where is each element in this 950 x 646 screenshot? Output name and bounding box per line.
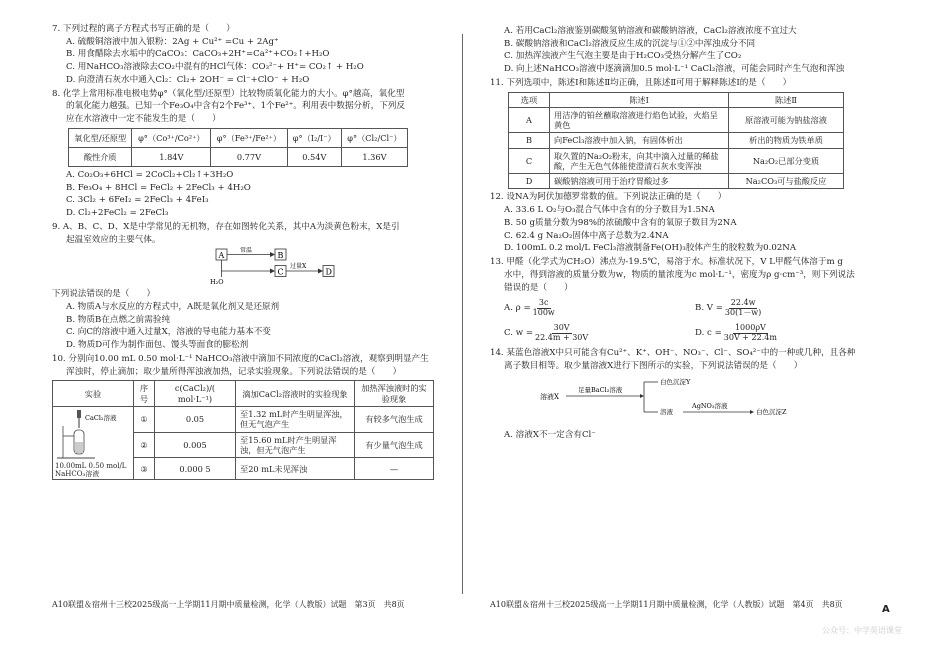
- q10-row1-drop: 至1.32 mL时产生明显浑浊，但无气泡产生: [236, 406, 355, 432]
- q8-option-a: A. Co₂O₃+6HCl = 2CoCl₂+Cl₂↑+3H₂O: [66, 169, 234, 180]
- q10-th-1: 序号: [134, 381, 155, 407]
- apparatus-label-volume: 10.00mL 0.50 mol/L: [55, 462, 127, 471]
- q13-d-label: D. c =: [695, 327, 722, 338]
- q11-row-a-s1: 用洁净的铂丝蘸取溶液进行焰色试验，火焰呈黄色: [550, 107, 729, 133]
- q7-option-c: C. 用NaHCO₃溶液除去CO₂中混有的HCl气体：CO₃²⁻+ H⁺= CO₂↑ + H₂O: [66, 62, 364, 73]
- flow-ppt-z: 白色沉淀Z: [756, 407, 787, 416]
- q9-stem-3: 下列说法错误的是（ ）: [52, 289, 156, 300]
- q10-row1-no: ①: [134, 406, 155, 432]
- q11-row-b-s2: 析出的物质为铁单质: [729, 133, 844, 148]
- flow-solution: 溶液: [660, 407, 673, 416]
- q13-options-row-1: [490, 299, 872, 318]
- q9-stem-1: 9. A、B、C、D、X是中学常见的无机物，存在如图转化关系，其中A为淡黄色粉末，X是引: [52, 221, 400, 232]
- q12-option-d: D. 100mL 0.2 mol/L FeCl₃溶液制备Fe(OH)₃胶体产生的胶粒数为0.02NA: [504, 243, 797, 254]
- q10-th-0: 实验: [53, 381, 134, 407]
- q9-diagram-svg: [210, 247, 340, 287]
- q8-td-4: 1.36V: [341, 147, 407, 166]
- q9-option-b: B. 物质B在点燃之前需验纯: [66, 314, 171, 325]
- q13-b-den: 30(1－w): [724, 308, 762, 318]
- q13-b-fraction: [725, 299, 761, 318]
- q13-option-a: [490, 299, 681, 318]
- test-tube-liquid: [75, 442, 83, 453]
- q13-option-d: [681, 324, 872, 343]
- q13-options-row-2: [490, 324, 872, 343]
- q12-option-c: C. 62.4 g Na₂O₂固体中离子总数为2.4NA: [504, 230, 669, 241]
- q11-th-0: 选项: [509, 92, 550, 107]
- q8-th-4: φ°（Cl₂/Cl⁻）: [341, 128, 407, 147]
- q11-row-a-s2: 原溶液可能为钠盐溶液: [729, 107, 844, 133]
- q7-option-a: A. 硫酸铜溶液中加入银粉：2Ag + Cu²⁺ =Cu + 2Ag⁺: [66, 36, 279, 47]
- left-page: [52, 24, 444, 483]
- q13-a-num: 3c: [538, 298, 549, 308]
- label-c: C: [277, 267, 284, 277]
- q10-row2-heat: 有少量气泡生成: [355, 432, 434, 458]
- q8-td-3: 0.54V: [287, 147, 341, 166]
- label-b: B: [277, 251, 284, 261]
- q10-th-3: 滴加CaCl₂溶液时的实验现象: [236, 381, 355, 407]
- arrowhead-a-c: [270, 269, 275, 274]
- q8-th-3: φ°（I₂/I⁻）: [287, 128, 341, 147]
- question-10: [52, 354, 444, 480]
- q11-table: [508, 92, 844, 190]
- q8-option-d: D. Cl₂+2FeCl₂ = 2FeCl₃: [66, 208, 169, 219]
- q8-stem-2: 的氧化能力越强。已知一个Fe₃O₄中含有2个Fe³⁺、1个Fe²⁺。利用表中数据分析，下列反: [66, 101, 405, 112]
- cond-label-2: 过量X: [290, 263, 307, 271]
- question-7: [52, 24, 444, 86]
- question-11: [490, 78, 872, 189]
- q11-row-c-opt: C: [509, 148, 550, 174]
- q10-option-c: C. 加热浑浊液产生气泡主要是由于H₂CO₃受热分解产生了CO₂: [504, 51, 742, 62]
- question-9: [52, 222, 444, 351]
- q8-th-0: 氧化型/还原型: [69, 128, 132, 147]
- q12-option-a: A. 33.6 L O₂与O₃混合气体中含有的分子数目为1.5NA: [504, 205, 715, 216]
- q13-option-c: [490, 324, 681, 343]
- q10-row1-heat: 有较多气泡生成: [355, 406, 434, 432]
- q13-b-num: 22.4w: [730, 298, 756, 308]
- q11-th-2: 陈述Ⅱ: [729, 92, 844, 107]
- q7-option-b: B. 用食醋除去水垢中的CaCO₃：CaCO₃+2H⁺=Ca²⁺+CO₂↑+H₂O: [66, 49, 330, 60]
- flow-reagent-2: AgNO₃溶液: [692, 401, 728, 410]
- q11-row-b-opt: B: [509, 133, 550, 148]
- q13-b-label: B. V =: [695, 303, 723, 314]
- label-d: D: [325, 267, 332, 277]
- q10-row2-conc: 0.005: [155, 432, 236, 458]
- q10-row2-drop: 至15.60 mL时产生明显浑浊，但无气泡产生: [236, 432, 355, 458]
- q10-table: [52, 380, 434, 480]
- question-12: [490, 192, 872, 254]
- q10-row3-conc: 0.000 5: [155, 458, 236, 480]
- question-14: [490, 348, 872, 440]
- question-10-options: [490, 26, 872, 75]
- q8-stem-3: 应在水溶液中一定不能发生的是（ ）: [66, 114, 221, 125]
- column-divider: [462, 34, 463, 594]
- q11-row-a-opt: A: [509, 107, 550, 133]
- page-letter: A: [882, 604, 890, 615]
- q10-option-d: D. 向上述NaHCO₃溶液中逐滴滴加0.5 mol·L⁻¹ CaCl₂溶液，可能会同时产生气泡和浑浊: [504, 64, 845, 75]
- apparatus-label-nahco3: NaHCO₃溶液: [55, 470, 100, 479]
- q8-td-2: 0.77V: [211, 147, 287, 166]
- q9-diagram: [210, 247, 444, 287]
- q10-row2-no: ②: [134, 432, 155, 458]
- question-8: [52, 89, 444, 219]
- q14-flowchart: [540, 374, 872, 424]
- q9-option-a: A. 物质A与水反应的方程式中，A既是氧化剂又是还原剂: [66, 302, 280, 313]
- flow-reagent-1: 足量BaCl₂溶液: [578, 385, 623, 394]
- q8-option-b: B. Fe₃O₄ + 8HCl = FeCl₂ + 2FeCl₃ + 4H₂O: [66, 182, 251, 193]
- q9-stem-2: 起温室效应的主要气体。: [66, 234, 161, 245]
- flow-start: 溶液X: [540, 392, 559, 401]
- q13-a-fraction: [533, 299, 555, 318]
- q13-d-fraction: [724, 324, 777, 343]
- label-water: H₂O: [210, 278, 224, 287]
- q7-option-d: D. 向澄清石灰水中通入Cl₂：Cl₂+ 2OH⁻ = Cl⁻+ClO⁻ + H₂O: [66, 74, 310, 85]
- q13-a-den: 100w: [532, 308, 555, 318]
- flow-arrowhead-main: [640, 394, 644, 398]
- q13-stem-1: 13. 甲醛（化学式为CH₂O）沸点为-19.5℃，易溶于水。标准状况下，V L甲醛气体溶于m g: [490, 257, 843, 268]
- q13-d-num: 1000ρV: [734, 322, 766, 332]
- dropper-test-tube-icon: [55, 408, 123, 460]
- q13-stem-2: 水中，得到溶液的质量分数为w，物质的量浓度为c mol·L⁻¹，密度为ρ g·cm⁻³，则下列说法: [504, 269, 855, 280]
- q8-th-1: φ°（Co³⁺/Co²⁺）: [132, 128, 211, 147]
- arrowhead-a-b: [270, 252, 275, 257]
- q11-row-d-s2: Na₂CO₃可与盐酸反应: [729, 174, 844, 189]
- flow-ppt-y: 白色沉淀Y: [660, 377, 691, 386]
- q13-stem-3: 错误的是（ ）: [504, 282, 573, 293]
- q11-row-b-s1: 向FeCl₃溶液中加入钠，有固体析出: [550, 133, 729, 148]
- q11-th-1: 陈述Ⅰ: [550, 92, 729, 107]
- q10-stem-2: 浑浊时，停止滴加；取少量所得浑浊液加热，记录实验现象。下列说法错误的是（ ）: [66, 366, 402, 377]
- q8-th-2: φ°（Fe³⁺/Fe²⁺）: [211, 128, 287, 147]
- q14-flowchart-svg: [540, 374, 800, 424]
- q10-apparatus-cell: [53, 406, 134, 479]
- left-page-footer: A10联盟＆宿州十三校2025级高一上学期11月期中质量检测，化学（人教版）试题 第3页 共8页: [52, 600, 405, 609]
- q10-row1-conc: 0.05: [155, 406, 236, 432]
- q14-stem-2: 离子数目相等。取少量溶液X进行下图所示的实验，下列说法错误的是（ ）: [504, 361, 803, 372]
- q13-option-b: [681, 299, 872, 318]
- dropper-bulb: [77, 410, 81, 418]
- q11-row-c-s2: Na₂O₂已部分变质: [729, 148, 844, 174]
- q13-c-label: C. w =: [504, 327, 534, 338]
- q13-c-fraction: [535, 324, 588, 343]
- watermark: 公众号：中学英语课堂: [822, 626, 902, 635]
- right-page-footer: A10联盟＆宿州十三校2025级高一上学期11月期中质量检测，化学（人教版）试题 第4页 共8页: [490, 600, 843, 609]
- q13-c-den: 22.4m + 30V: [535, 332, 589, 342]
- q10-row3-no: ③: [134, 458, 155, 480]
- q11-stem: 11. 下列选项中，陈述Ⅰ和陈述Ⅱ均正确，且陈述Ⅱ可用于解释陈述Ⅰ的是（ ）: [490, 77, 792, 88]
- arrowhead-c-d: [318, 269, 323, 274]
- apparatus-label-cacl2: CaCl₂溶液: [85, 413, 117, 422]
- q14-option-a: A. 溶液X不一定含有Cl⁻: [504, 429, 596, 440]
- q9-option-d: D. 物质D可作为制作面包、馒头等面食的膨松剂: [66, 340, 249, 351]
- q9-option-c: C. 向C的溶液中通入过量X，溶液的导电能力基本不变: [66, 327, 271, 338]
- cond-label-1: 常温: [240, 247, 253, 255]
- q8-option-c: C. 3Cl₂ + 6FeI₂ = 2FeCl₃ + 4FeI₃: [66, 195, 209, 206]
- q10-th-4: 加热浑浊液时的实验现象: [355, 381, 434, 407]
- q11-row-d-opt: D: [509, 174, 550, 189]
- q12-option-b: B. 50 g质量分数为98%的浓硫酸中含有的氧原子数目为2NA: [504, 217, 737, 228]
- q13-d-den: 30V + 22.4m: [723, 332, 777, 342]
- flow-arrowhead-2: [750, 410, 754, 414]
- q8-td-1: 1.84V: [132, 147, 211, 166]
- q10-row3-drop: 至20 mL未见浑浊: [236, 458, 355, 480]
- q13-c-num: 30V: [553, 322, 570, 332]
- q8-td-0: 酸性介质: [69, 147, 132, 166]
- q11-row-d-s1: 碳酸钠溶液可用于治疗胃酸过多: [550, 174, 729, 189]
- q10-stem-1: 10. 分别向10.00 mL 0.50 mol·L⁻¹ NaHCO₃溶液中滴加不同浓度的CaCl₂溶液，观察到明显产生: [52, 353, 429, 364]
- question-13: [490, 257, 872, 342]
- right-page: [490, 24, 872, 444]
- q10-th-2: c(CaCl₂)/( mol·L⁻¹): [155, 381, 236, 407]
- q12-stem: 12. 设NA为阿伏加德罗常数的值。下列说法正确的是（ ）: [490, 192, 727, 203]
- q8-stem-1: 8. 化学上常用标准电极电势φ°（氧化型/还原型）比较物质氧化能力的大小。φ°越高，氧化型: [52, 88, 405, 99]
- q11-row-c-s1: 取久置的Na₂O₂粉末，向其中滴入过量的稀盐酸，产生无色气体能使澄清石灰水变浑浊: [550, 148, 729, 174]
- q7-stem: 7. 下列过程的离子方程式书写正确的是（ ）: [52, 24, 235, 34]
- q10-row3-heat: —: [355, 458, 434, 480]
- q10-option-a: A. 若用CaCl₂溶液鉴别碳酸氢钠溶液和碳酸钠溶液，CaCl₂溶液浓度不宜过大: [504, 26, 797, 36]
- q13-a-label: A. ρ =: [504, 303, 531, 314]
- q8-table: [68, 128, 408, 167]
- q14-stem-1: 14. 某蓝色溶液X中只可能含有Cu²⁺、K⁺、OH⁻、NO₃⁻、Cl⁻、SO₄²⁻中的一种或几种，且各种: [490, 348, 856, 359]
- label-a: A: [218, 251, 225, 261]
- q10-option-b: B. 碳酸钠溶液和CaCl₂溶液反应生成的沉淀与①②中浑浊成分不同: [504, 38, 756, 49]
